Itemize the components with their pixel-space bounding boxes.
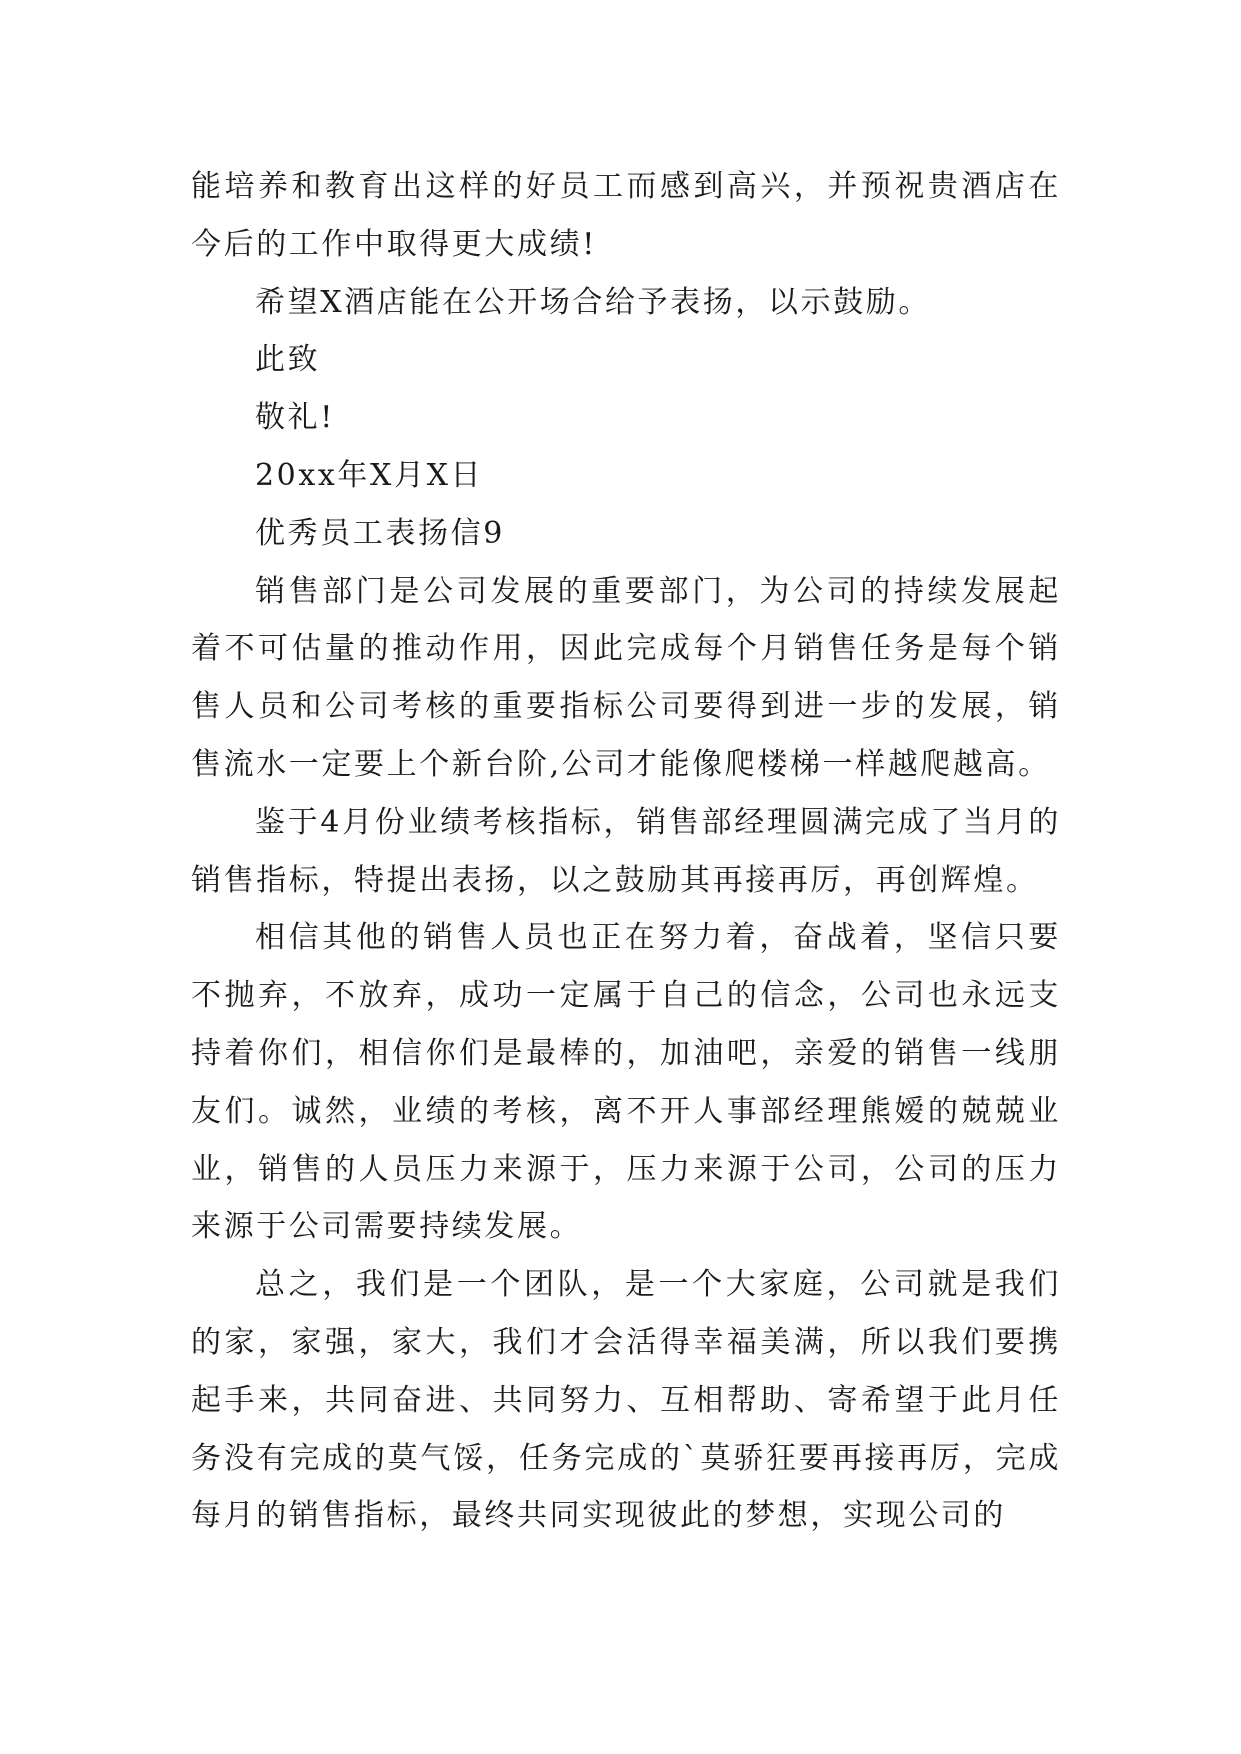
paragraph-7: 销售部门是公司发展的重要部门，为公司的持续发展起着不可估量的推动作用，因此完成每个月销售任务是每个销售人员和公司考核的重要指标公司要得到进一步的发展，销售流水一定要上个新台阶,公司才能像爬楼梯一样越爬越高。 xyxy=(191,573,1061,782)
letter-date: 20xx年X月X日 xyxy=(255,457,484,493)
document-page xyxy=(191,158,1061,1545)
section-title: 优秀员工表扬信9 xyxy=(255,515,505,551)
closing-regards: 敬礼! xyxy=(255,400,335,436)
paragraph-10: 总之，我们是一个团队，是一个大家庭，公司就是我们的家，家强，家大，我们才会活得幸福美满，所以我们要携起手来，共同奋进、共同努力、互相帮助、寄希望于此月任务没有完成的莫气馁，任务完成的`莫骄狂要再接再厉，完成每月的销售指标，最终共同实现彼此的梦想，实现公司的 xyxy=(191,1267,1061,1534)
paragraph-8: 鉴于4月份业绩考核指标，销售部经理圆满完成了当月的销售指标，特提出表扬，以之鼓励其再接再厉，再创辉煌。 xyxy=(191,804,1061,898)
closing-salutation: 此致 xyxy=(255,342,321,378)
paragraph-2: 希望X酒店能在公开场合给予表扬，以示鼓励。 xyxy=(255,284,931,320)
paragraph-1: 能培养和教育出这样的好员工而感到高兴，并预祝贵酒店在今后的工作中取得更大成绩! xyxy=(191,169,1061,262)
paragraph-9: 相信其他的销售人员也正在努力着，奋战着，坚信只要不抛弃，不放弃，成功一定属于自己的信念，公司也永远支持着你们，相信你们是最棒的，加油吧，亲爱的销售一线朋友们。诚然，业绩的考核，离不开人事部经理熊嫒的兢兢业业，销售的人员压力来源于，压力来源于公司，公司的压力来源于公司需要持续发展。 xyxy=(191,920,1061,1245)
